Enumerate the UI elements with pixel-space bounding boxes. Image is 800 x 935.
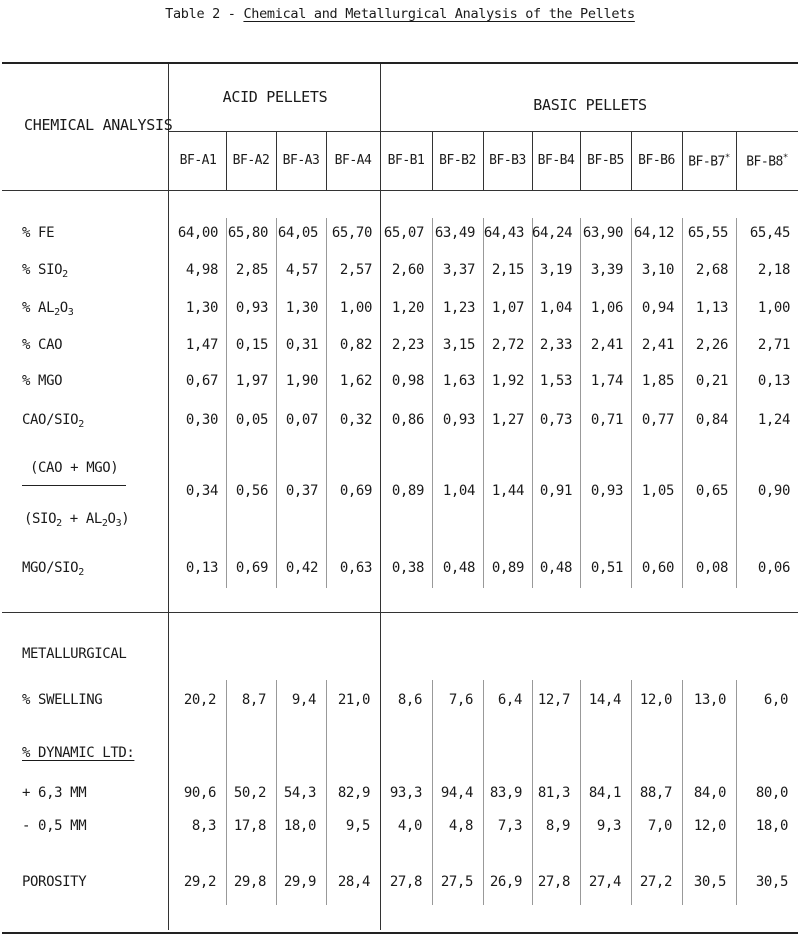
- table-cell: 0,91: [539, 483, 572, 499]
- table-cell: 93,3: [389, 785, 422, 801]
- table-cell: 0,73: [539, 412, 572, 428]
- table-cell: 0,15: [235, 337, 268, 353]
- table-cell: 0,21: [695, 373, 728, 389]
- table-cell: 65,07: [383, 225, 424, 241]
- table-cell: 0,77: [641, 412, 674, 428]
- table-cell: 63,49: [434, 225, 475, 241]
- table-cell: 0,69: [339, 483, 372, 499]
- table-cell: 63,90: [582, 225, 623, 241]
- table-cell: 90,6: [183, 785, 216, 801]
- table-cell: 0,13: [185, 560, 218, 576]
- table-cell: 1,05: [641, 483, 674, 499]
- table-cell: 8,9: [545, 818, 570, 834]
- table-cell: 1,04: [442, 483, 475, 499]
- table-cell: 64,05: [277, 225, 318, 241]
- table-cell: 27,5: [440, 874, 473, 890]
- table-cell: 0,34: [185, 483, 218, 499]
- column-header-bf-b2: BF-B2: [439, 153, 476, 168]
- basic-group-header: BASIC PELLETS: [533, 96, 647, 114]
- table-cell: 1,53: [539, 373, 572, 389]
- table-cell: 8,7: [241, 692, 266, 708]
- table-cell: 84,0: [693, 785, 726, 801]
- table-cell: 1,24: [757, 412, 790, 428]
- table-cell: 2,60: [391, 262, 424, 278]
- table-cell: 2,71: [757, 337, 790, 353]
- row-label: POROSITY: [22, 874, 87, 890]
- table-cell: 29,2: [183, 874, 216, 890]
- table-cell: 26,9: [489, 874, 522, 890]
- table-cell: 8,3: [191, 818, 216, 834]
- column-header-bf-b4: BF-B4: [537, 153, 575, 168]
- column-header-bf-a2: BF-A2: [232, 153, 270, 168]
- table-cell: 1,04: [539, 300, 572, 316]
- table-cell: 0,89: [491, 560, 524, 576]
- table-cell: 2,26: [695, 337, 728, 353]
- table-cell: 2,23: [391, 337, 424, 353]
- table-cell: 1,13: [695, 300, 728, 316]
- table-cell: 1,27: [491, 412, 524, 428]
- table-cell: 65,80: [227, 225, 268, 241]
- table-cell: 0,93: [235, 300, 268, 316]
- table-cell: 9,4: [291, 692, 316, 708]
- table-cell: 1,23: [442, 300, 475, 316]
- table-cell: 30,5: [755, 874, 788, 890]
- table-title: [0, 6, 800, 22]
- row-label: % $SIO_2$: [22, 262, 68, 280]
- table-cell: 27,2: [639, 874, 672, 890]
- table-cell: 3,10: [641, 262, 674, 278]
- row-label: MGO/$SIO_2$: [22, 560, 84, 578]
- footnote-marker: *: [724, 153, 730, 163]
- row-label: % CAO: [22, 337, 63, 353]
- table-cell: 1,62: [339, 373, 372, 389]
- table-cell: 0,48: [539, 560, 572, 576]
- table-cell: 18,0: [283, 818, 316, 834]
- table-cell: 1,90: [285, 373, 318, 389]
- table-cell: 2,68: [695, 262, 728, 278]
- table-cell: 13,0: [693, 692, 726, 708]
- row-divider: [2, 190, 798, 191]
- column-header-bf-a1: BF-A1: [179, 153, 217, 168]
- table-cell: 0,82: [339, 337, 372, 353]
- ratio-fraction-bar: [22, 485, 126, 486]
- table-cell: 1,20: [391, 300, 424, 316]
- table-cell: 2,41: [641, 337, 674, 353]
- table-cell: 7,6: [448, 692, 473, 708]
- table-cell: 28,4: [337, 874, 370, 890]
- column-header-bf-b3: BF-B3: [489, 153, 526, 168]
- table-cell: 65,45: [749, 225, 790, 241]
- table-cell: 0,98: [391, 373, 424, 389]
- row-label: % SWELLING: [22, 692, 103, 708]
- table-cell: 0,65: [695, 483, 728, 499]
- table-cell: 1,63: [442, 373, 475, 389]
- table-cell: 1,47: [185, 337, 218, 353]
- table-cell: 2,57: [339, 262, 372, 278]
- table-cell: 0,89: [391, 483, 424, 499]
- table-cell: 12,0: [693, 818, 726, 834]
- title-prefix: Table 2 -: [165, 6, 244, 22]
- table-cell: 3,39: [590, 262, 623, 278]
- table-cell: 0,71: [590, 412, 623, 428]
- table-cell: 0,06: [757, 560, 790, 576]
- table-cell: 30,5: [693, 874, 726, 890]
- table-cell: 0,32: [339, 412, 372, 428]
- title-text: Chemical and Metallurgical Analysis of the Pellets: [243, 6, 635, 22]
- table-cell: 1,85: [641, 373, 674, 389]
- table-cell: 83,9: [489, 785, 522, 801]
- table-cell: 0,56: [235, 483, 268, 499]
- table-cell: 94,4: [440, 785, 473, 801]
- column-header-bf-b1: BF-B1: [387, 153, 425, 168]
- table-cell: 80,0: [755, 785, 788, 801]
- table-cell: 27,8: [537, 874, 570, 890]
- table-cell: 4,57: [285, 262, 318, 278]
- metallurgical-section-label: METALLURGICAL: [22, 646, 127, 662]
- table-cell: 1,30: [285, 300, 318, 316]
- table-cell: 84,1: [588, 785, 621, 801]
- table-cell: 0,60: [641, 560, 674, 576]
- column-header-bf-a4: BF-A4: [334, 153, 372, 168]
- table-cell: 0,67: [185, 373, 218, 389]
- table-cell: 6,0: [763, 692, 788, 708]
- table-cell: 17,8: [233, 818, 266, 834]
- row-divider: [2, 612, 798, 613]
- table-cell: 0,37: [285, 483, 318, 499]
- table-cell: 0,42: [285, 560, 318, 576]
- table-cell: 54,3: [283, 785, 316, 801]
- table-cell: 2,15: [491, 262, 524, 278]
- row-label: % MGO: [22, 373, 63, 389]
- table-cell: 2,41: [590, 337, 623, 353]
- table-cell: 0,94: [641, 300, 674, 316]
- table-cell: 4,0: [397, 818, 422, 834]
- table-cell: 0,13: [757, 373, 790, 389]
- table-cell: 0,86: [391, 412, 424, 428]
- row-divider: [168, 131, 798, 132]
- ratio-label-denominator: $(SIO_2 + AL_2O_3)$: [24, 511, 130, 529]
- table-cell: 9,3: [596, 818, 621, 834]
- table-cell: 0,07: [285, 412, 318, 428]
- table-cell: 6,4: [497, 692, 522, 708]
- acid-group-header: ACID PELLETS: [222, 88, 328, 106]
- table-cell: 14,4: [588, 692, 621, 708]
- table-cell: 12,7: [537, 692, 570, 708]
- table-cell: 50,2: [233, 785, 266, 801]
- table-cell: 2,72: [491, 337, 524, 353]
- ratio-label-numerator: (CAO + MGO): [30, 460, 119, 476]
- table-cell: 0,90: [757, 483, 790, 499]
- table-cell: 0,63: [339, 560, 372, 576]
- table-cell: 12,0: [639, 692, 672, 708]
- column-header-bf-b7: BF-B7*: [688, 153, 730, 170]
- column-header-bf-a3: BF-A3: [282, 153, 320, 168]
- table-cell: 3,19: [539, 262, 572, 278]
- row-header-label: CHEMICAL ANALYSIS: [24, 116, 173, 134]
- table-cell: 64,24: [532, 225, 573, 241]
- table-cell: 1,74: [590, 373, 623, 389]
- table-cell: 82,9: [337, 785, 370, 801]
- footnote-marker: *: [782, 153, 788, 163]
- row-label: % FE: [22, 225, 55, 241]
- table-cell: 0,31: [285, 337, 318, 353]
- table-cell: 1,92: [491, 373, 524, 389]
- table-cell: 65,55: [687, 225, 728, 241]
- table-cell: 0,51: [590, 560, 623, 576]
- table-cell: 81,3: [537, 785, 570, 801]
- row-label: % $AL_2O_3$: [22, 300, 74, 318]
- column-divider: [168, 64, 169, 930]
- table-cell: 3,37: [442, 262, 475, 278]
- table-cell: 0,30: [185, 412, 218, 428]
- table-cell: 21,0: [337, 692, 370, 708]
- table-cell: 7,3: [497, 818, 522, 834]
- table-cell: 1,97: [235, 373, 268, 389]
- table-cell: 0,84: [695, 412, 728, 428]
- table-cell: 88,7: [639, 785, 672, 801]
- column-header-bf-b5: BF-B5: [587, 153, 624, 168]
- table-cell: 8,6: [397, 692, 422, 708]
- table-cell: 4,8: [448, 818, 473, 834]
- table-cell: 2,85: [235, 262, 268, 278]
- table-cell: 9,5: [345, 818, 370, 834]
- row-label: - 0,5 MM: [22, 818, 87, 834]
- table-cell: 2,33: [539, 337, 572, 353]
- table-cell: 3,15: [442, 337, 475, 353]
- table-cell: 18,0: [755, 818, 788, 834]
- table-cell: 20,2: [183, 692, 216, 708]
- table-cell: 4,98: [185, 262, 218, 278]
- table-cell: 1,07: [491, 300, 524, 316]
- table-cell: 1,30: [185, 300, 218, 316]
- table-cell: 64,43: [483, 225, 524, 241]
- table-cell: 2,18: [757, 262, 790, 278]
- column-header-bf-b6: BF-B6: [638, 153, 675, 168]
- table-cell: 64,00: [177, 225, 218, 241]
- table-cell: 0,38: [391, 560, 424, 576]
- table-cell: 0,93: [442, 412, 475, 428]
- table-cell: 1,06: [590, 300, 623, 316]
- table-cell: 0,48: [442, 560, 475, 576]
- row-label: + 6,3 MM: [22, 785, 87, 801]
- table-cell: 1,00: [339, 300, 372, 316]
- table-cell: 7,0: [647, 818, 672, 834]
- column-header-bf-b8: BF-B8*: [746, 153, 788, 170]
- row-label: CAO/$SIO_2$: [22, 412, 84, 430]
- table-cell: 27,4: [588, 874, 621, 890]
- table-cell: 1,00: [757, 300, 790, 316]
- table-cell: 27,8: [389, 874, 422, 890]
- table-cell: 0,69: [235, 560, 268, 576]
- dynamic-ltd-label: % DYNAMIC LTD:: [22, 745, 135, 761]
- table-cell: 64,12: [633, 225, 674, 241]
- table-cell: 0,08: [695, 560, 728, 576]
- table-cell: 65,70: [331, 225, 372, 241]
- table-cell: 29,8: [233, 874, 266, 890]
- table-cell: 0,05: [235, 412, 268, 428]
- table-cell: 0,93: [590, 483, 623, 499]
- table-cell: 1,44: [491, 483, 524, 499]
- table-cell: 29,9: [283, 874, 316, 890]
